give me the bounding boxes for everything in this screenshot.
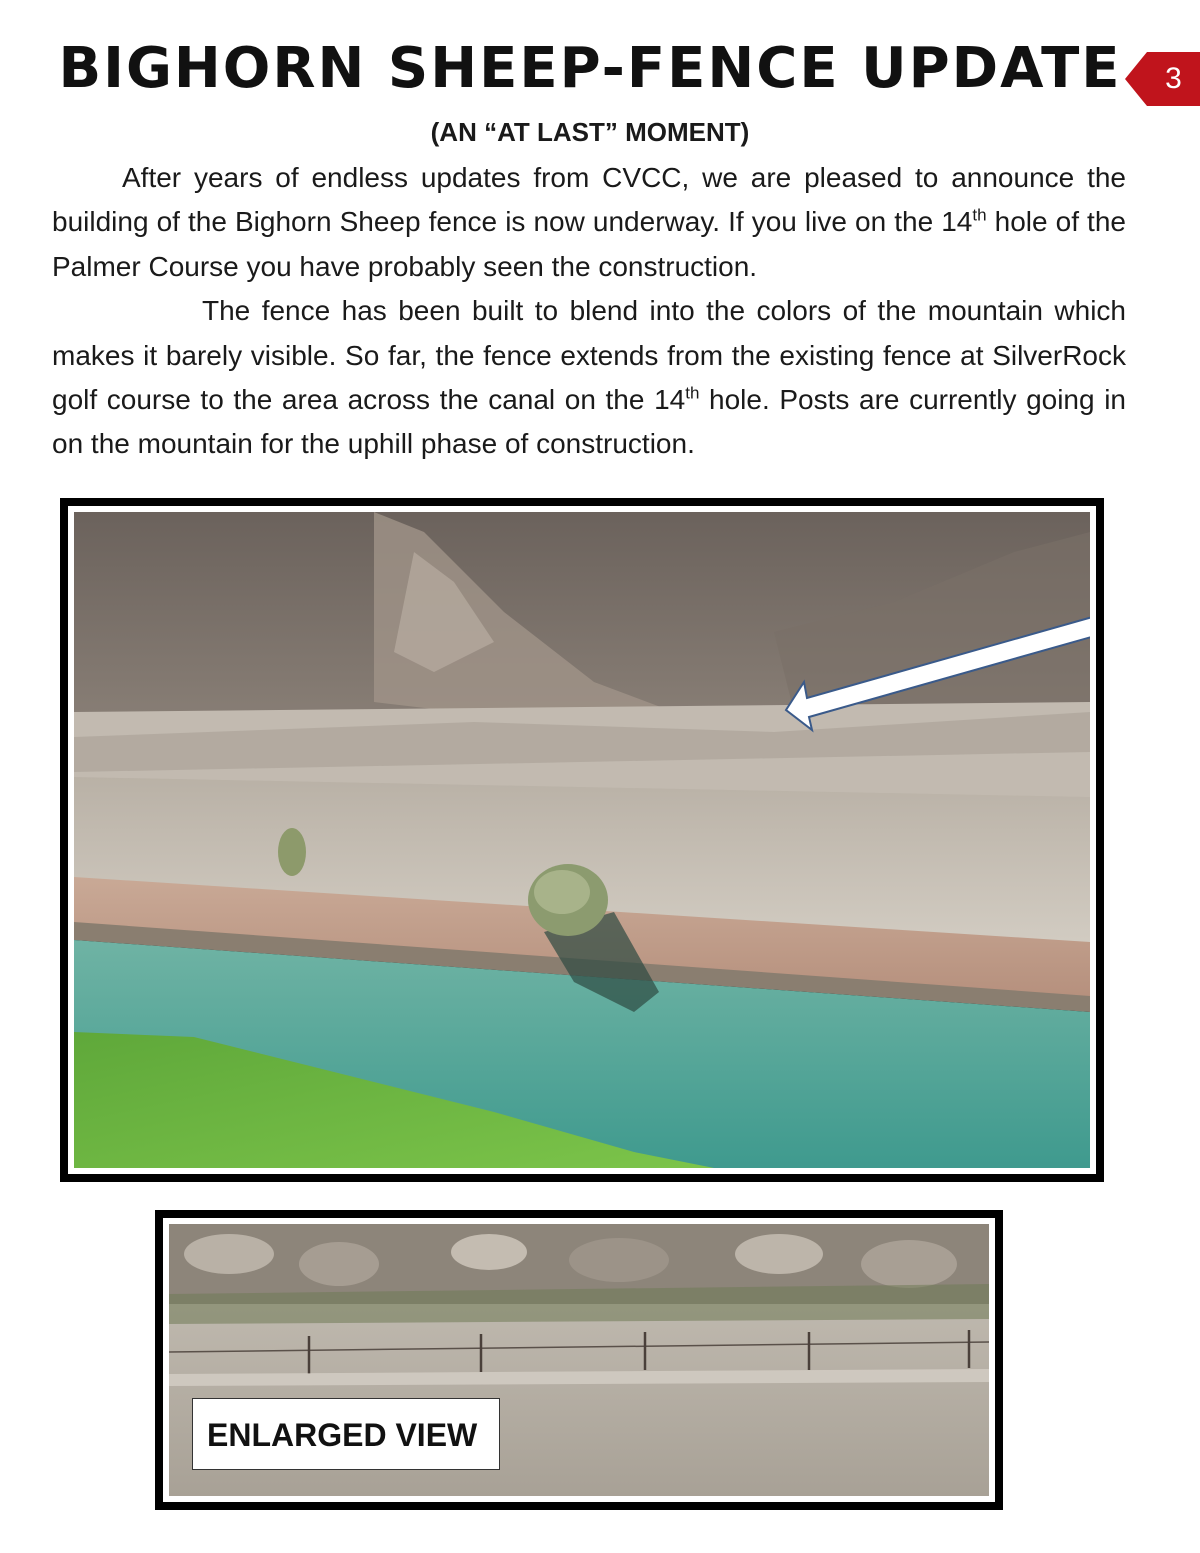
page-number: 3: [1165, 62, 1182, 95]
paragraph-1-text-a: After years of endless updates from CVCC, we are pleased to announce the building of the Bighorn Sheep fence is now underway. If you live on the 14: [52, 162, 1126, 238]
enlarged-view-label: ENLARGED VIEW: [207, 1417, 478, 1453]
paragraph-1-superscript: th: [972, 206, 987, 226]
enlarged-view-label-box: [192, 1398, 500, 1470]
page-number-badge: [1125, 52, 1200, 106]
page-title: BIGHORN SHEEP-FENCE UPDATE: [58, 36, 1122, 101]
paragraph-1-text-b: hole of the Palmer Course you have probably seen the construction.: [52, 206, 1126, 282]
page-subtitle: (AN “AT LAST” MOMENT): [430, 117, 750, 147]
paragraph-2-superscript: th: [685, 383, 700, 403]
article-body: [52, 156, 1126, 467]
paragraph-1: [52, 156, 1126, 289]
paragraph-2-text-b: hole. Posts are currently going in on the mountain for the uphill phase of construction.: [52, 384, 1126, 460]
paragraph-2-text-a: The fence has been built to blend into the colors of the mountain which makes it barely visible. So far, the fence extends from the existing fence at SilverRock golf course to the area across the canal on the 14: [52, 295, 1126, 416]
canal-photo: [74, 512, 1090, 1168]
paragraph-2: [52, 289, 1126, 467]
